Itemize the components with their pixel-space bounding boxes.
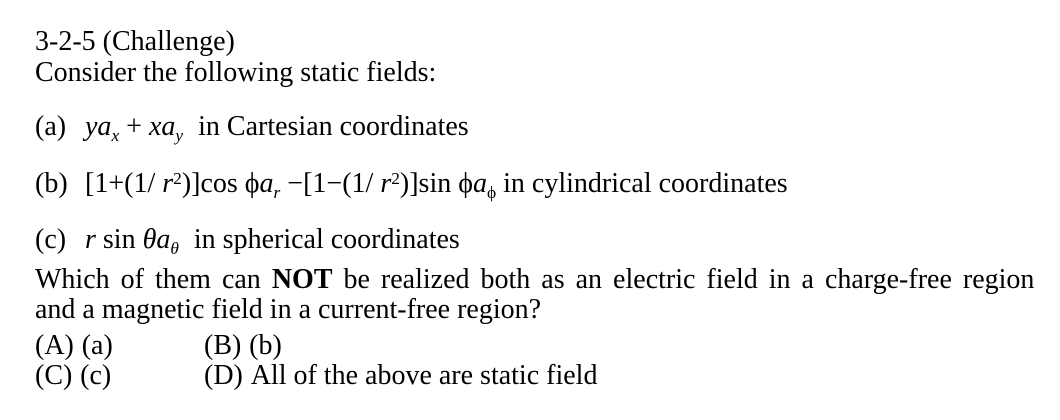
option-d xyxy=(204,361,1035,391)
option-d-value: All of the above are static field xyxy=(250,360,598,391)
field-suffix-c: in spherical coordinates xyxy=(193,224,460,255)
field-label-a: (a) xyxy=(35,111,67,142)
field-item-b xyxy=(35,169,1035,202)
field-formula-c: r $\sin \theta a_\theta$ xyxy=(85,224,179,258)
field-item-c xyxy=(35,225,1035,258)
question-line-2: and a magnetic field in a current-free region? xyxy=(35,294,542,325)
field-item-a xyxy=(35,112,1035,145)
option-a-value: (a) xyxy=(81,330,113,361)
option-a xyxy=(35,331,204,361)
intro-text: Consider the following static fields: xyxy=(35,57,437,88)
option-c-label: (C) xyxy=(35,360,73,391)
field-label-b: (b) xyxy=(35,168,68,199)
option-d-label: (D) xyxy=(204,360,243,391)
question-text-post: be realized both as an electric field in a charge-free region xyxy=(332,264,1035,295)
question-text-pre: Which of them can xyxy=(35,264,272,295)
field-formula-a: $ya_x + xa_y$ xyxy=(85,111,184,145)
option-b-label: (B) xyxy=(204,330,242,361)
question-line-1 xyxy=(35,265,1035,295)
answer-options xyxy=(35,331,1035,391)
field-formula-b: [1+(1/ $r^2)]\cos$ $\phi a_r -[1-(1/$ $r^2)]\sin$ $\phi a_\phi$ xyxy=(85,168,497,202)
field-label-c: (c) xyxy=(35,224,67,255)
option-c xyxy=(35,361,204,391)
question-not-emphasis: NOT xyxy=(271,264,333,295)
option-b xyxy=(204,331,1035,361)
problem-number: 3-2-5 (Challenge) xyxy=(35,26,235,57)
option-a-label: (A) xyxy=(35,330,74,361)
field-suffix-a: in Cartesian coordinates xyxy=(198,111,469,142)
option-c-value: (c) xyxy=(80,360,112,391)
option-b-value: (b) xyxy=(249,330,282,361)
field-suffix-b: in cylindrical coordinates xyxy=(503,168,788,199)
